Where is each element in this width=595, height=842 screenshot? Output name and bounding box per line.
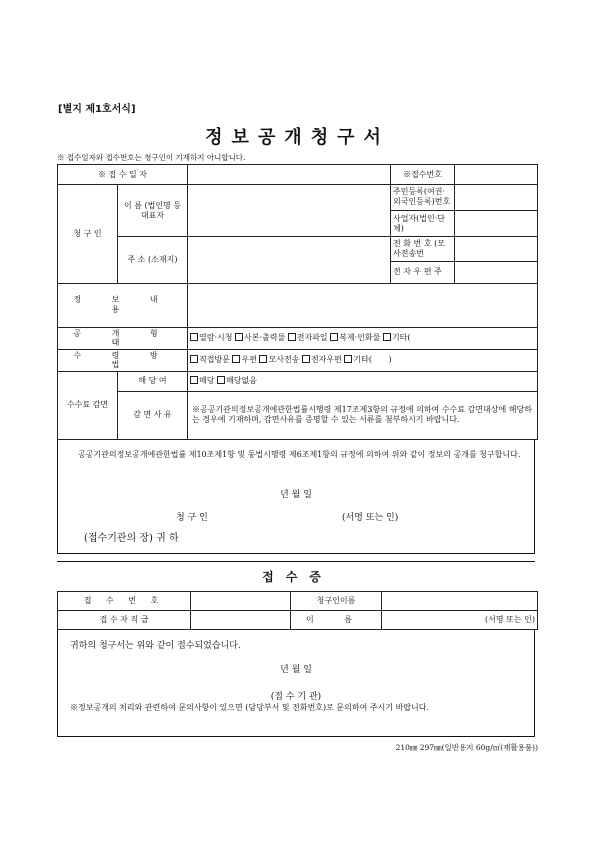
checkbox-icon — [288, 333, 296, 341]
fee-reduction-label: 수수료 감면 — [58, 371, 118, 439]
option-visit[interactable]: 직접방문 — [190, 355, 230, 364]
option-not-applicable[interactable]: 해당없음 — [217, 376, 257, 385]
address-label: 주 소 (소재지) — [118, 237, 188, 283]
statement-text: 공공기관의정보공개에관한법률 제10조제1항 및 동법시행령 제6조제1항의 규정에 의하여 위와 같이 정보의 공개를 청구합니다. — [78, 450, 521, 459]
applicant-label: 청 구 인 — [58, 184, 118, 283]
option-duplicate[interactable]: 복제·인화물 — [330, 333, 380, 342]
receipt-confirm-text: 귀하의 청구서는 위와 같이 접수되었습니다. — [70, 641, 241, 651]
applicant-name-field[interactable] — [382, 592, 538, 611]
disclosure-type-options — [188, 327, 538, 349]
checkbox-icon — [330, 333, 338, 341]
form-title: 정보공개청구서 — [205, 127, 390, 148]
phone-field[interactable] — [455, 237, 538, 261]
paper-spec-footer: 210㎜ 297㎜(일반용지 60g/㎡(재활용품)) — [395, 743, 538, 752]
checkbox-icon — [190, 376, 198, 384]
reduction-note: ※공공기관의정보공개에관한법률시행령 제17조제3항의 규정에 의하여 수수료 감면대상에 해당하는 경우에 기재하며, 감면사유를 증명할 수 있는 서류를 첨부하시기 바랍니다. — [188, 391, 538, 439]
email-label: 전 자 우 편 주 — [391, 261, 455, 283]
cut-line — [57, 561, 535, 562]
info-content-field[interactable] — [188, 283, 538, 327]
resident-number-field[interactable] — [455, 184, 538, 210]
checkbox-icon — [190, 333, 198, 341]
top-note: ※ 접수일자와 접수번호는 청구인이 기재하지 아니합니다. — [57, 153, 246, 162]
name-label: 이 름 (법인명 등 대표자 — [118, 184, 188, 237]
info-content-label: 정 보 내 용 — [58, 283, 188, 327]
checkbox-icon — [259, 355, 267, 363]
receiver-name-label: 이 름 — [291, 611, 382, 630]
business-number-field[interactable] — [455, 211, 538, 237]
option-email[interactable]: 전자우편 — [302, 355, 342, 364]
statement-box — [57, 440, 535, 554]
receipt-title: 접수증 — [262, 570, 333, 584]
resident-number-label: 주민등록(여권·외국인등록)번호 — [391, 184, 455, 210]
receipt-date: 년 월 일 — [280, 665, 312, 675]
reduction-reason-label: 감 면 사 유 — [118, 391, 188, 439]
receive-method-label: 수 령 방 법 — [58, 349, 188, 371]
addressee: (접수기관의 장) 귀 하 — [84, 533, 179, 544]
other-close-paren: ) — [388, 355, 392, 365]
email-field[interactable] — [455, 261, 538, 283]
applicant-sign-label: 청 구 인 — [176, 513, 208, 523]
name-field[interactable] — [188, 184, 391, 237]
applicable-label: 해 당 여 — [118, 371, 188, 391]
option-copy[interactable]: 사본·출력물 — [235, 333, 285, 342]
checkbox-icon — [344, 355, 352, 363]
application-table — [57, 164, 538, 440]
receiver-rank-field[interactable] — [191, 611, 291, 630]
option-other[interactable]: 기타( — [383, 333, 411, 342]
option-other-method[interactable]: 기타( — [344, 355, 372, 364]
business-number-label: 사업자(법인·단체) — [391, 211, 455, 237]
checkbox-icon — [232, 355, 240, 363]
option-mail[interactable]: 우편 — [232, 355, 256, 364]
checkbox-icon — [302, 355, 310, 363]
receive-method-options — [188, 349, 538, 371]
option-view[interactable]: 열람·시청 — [190, 333, 232, 342]
receipt-no-field[interactable] — [191, 592, 291, 611]
receipt-confirm-box — [57, 629, 535, 737]
receiver-signature[interactable]: (서명 또는 인) — [382, 611, 538, 630]
checkbox-icon — [217, 376, 225, 384]
disclosure-type-label: 공 개 형 태 — [58, 327, 188, 349]
receipt-number-field[interactable] — [455, 165, 538, 185]
option-applicable[interactable]: 해당 — [190, 376, 214, 385]
receipt-date-field[interactable] — [188, 165, 391, 185]
receipt-note: ※정보공개의 처리와 관련하여 문의사항이 있으면 (담당부서 및 전화번호)로 문의하여 주시기 바랍니다. — [70, 703, 430, 712]
receipt-table — [57, 591, 538, 630]
receiver-rank-label: 접 수 자 직 급 — [58, 611, 191, 630]
statement-date: 년 월 일 — [280, 490, 312, 500]
applicant-name-label: 청구인이름 — [291, 592, 382, 611]
receipt-agency: (접 수 기 관) — [270, 692, 322, 702]
receipt-no-label: 접 수 번 호 — [58, 592, 191, 611]
checkbox-icon — [235, 333, 243, 341]
option-electronic-file[interactable]: 전자파일 — [288, 333, 328, 342]
option-fax[interactable]: 모사전송 — [259, 355, 299, 364]
phone-label: 전 화 번 호 (모사전송번 — [391, 237, 455, 261]
address-field[interactable] — [188, 237, 391, 283]
receipt-number-label: ※접수번호 — [391, 165, 455, 185]
receipt-date-label: ※ 접 수 일 자 — [58, 165, 188, 185]
applicable-options — [188, 371, 538, 391]
form-number-label: [별지 제1호서식] — [58, 104, 136, 115]
applicant-signature[interactable]: (서명 또는 인) — [342, 513, 399, 523]
checkbox-icon — [190, 355, 198, 363]
checkbox-icon — [383, 333, 391, 341]
